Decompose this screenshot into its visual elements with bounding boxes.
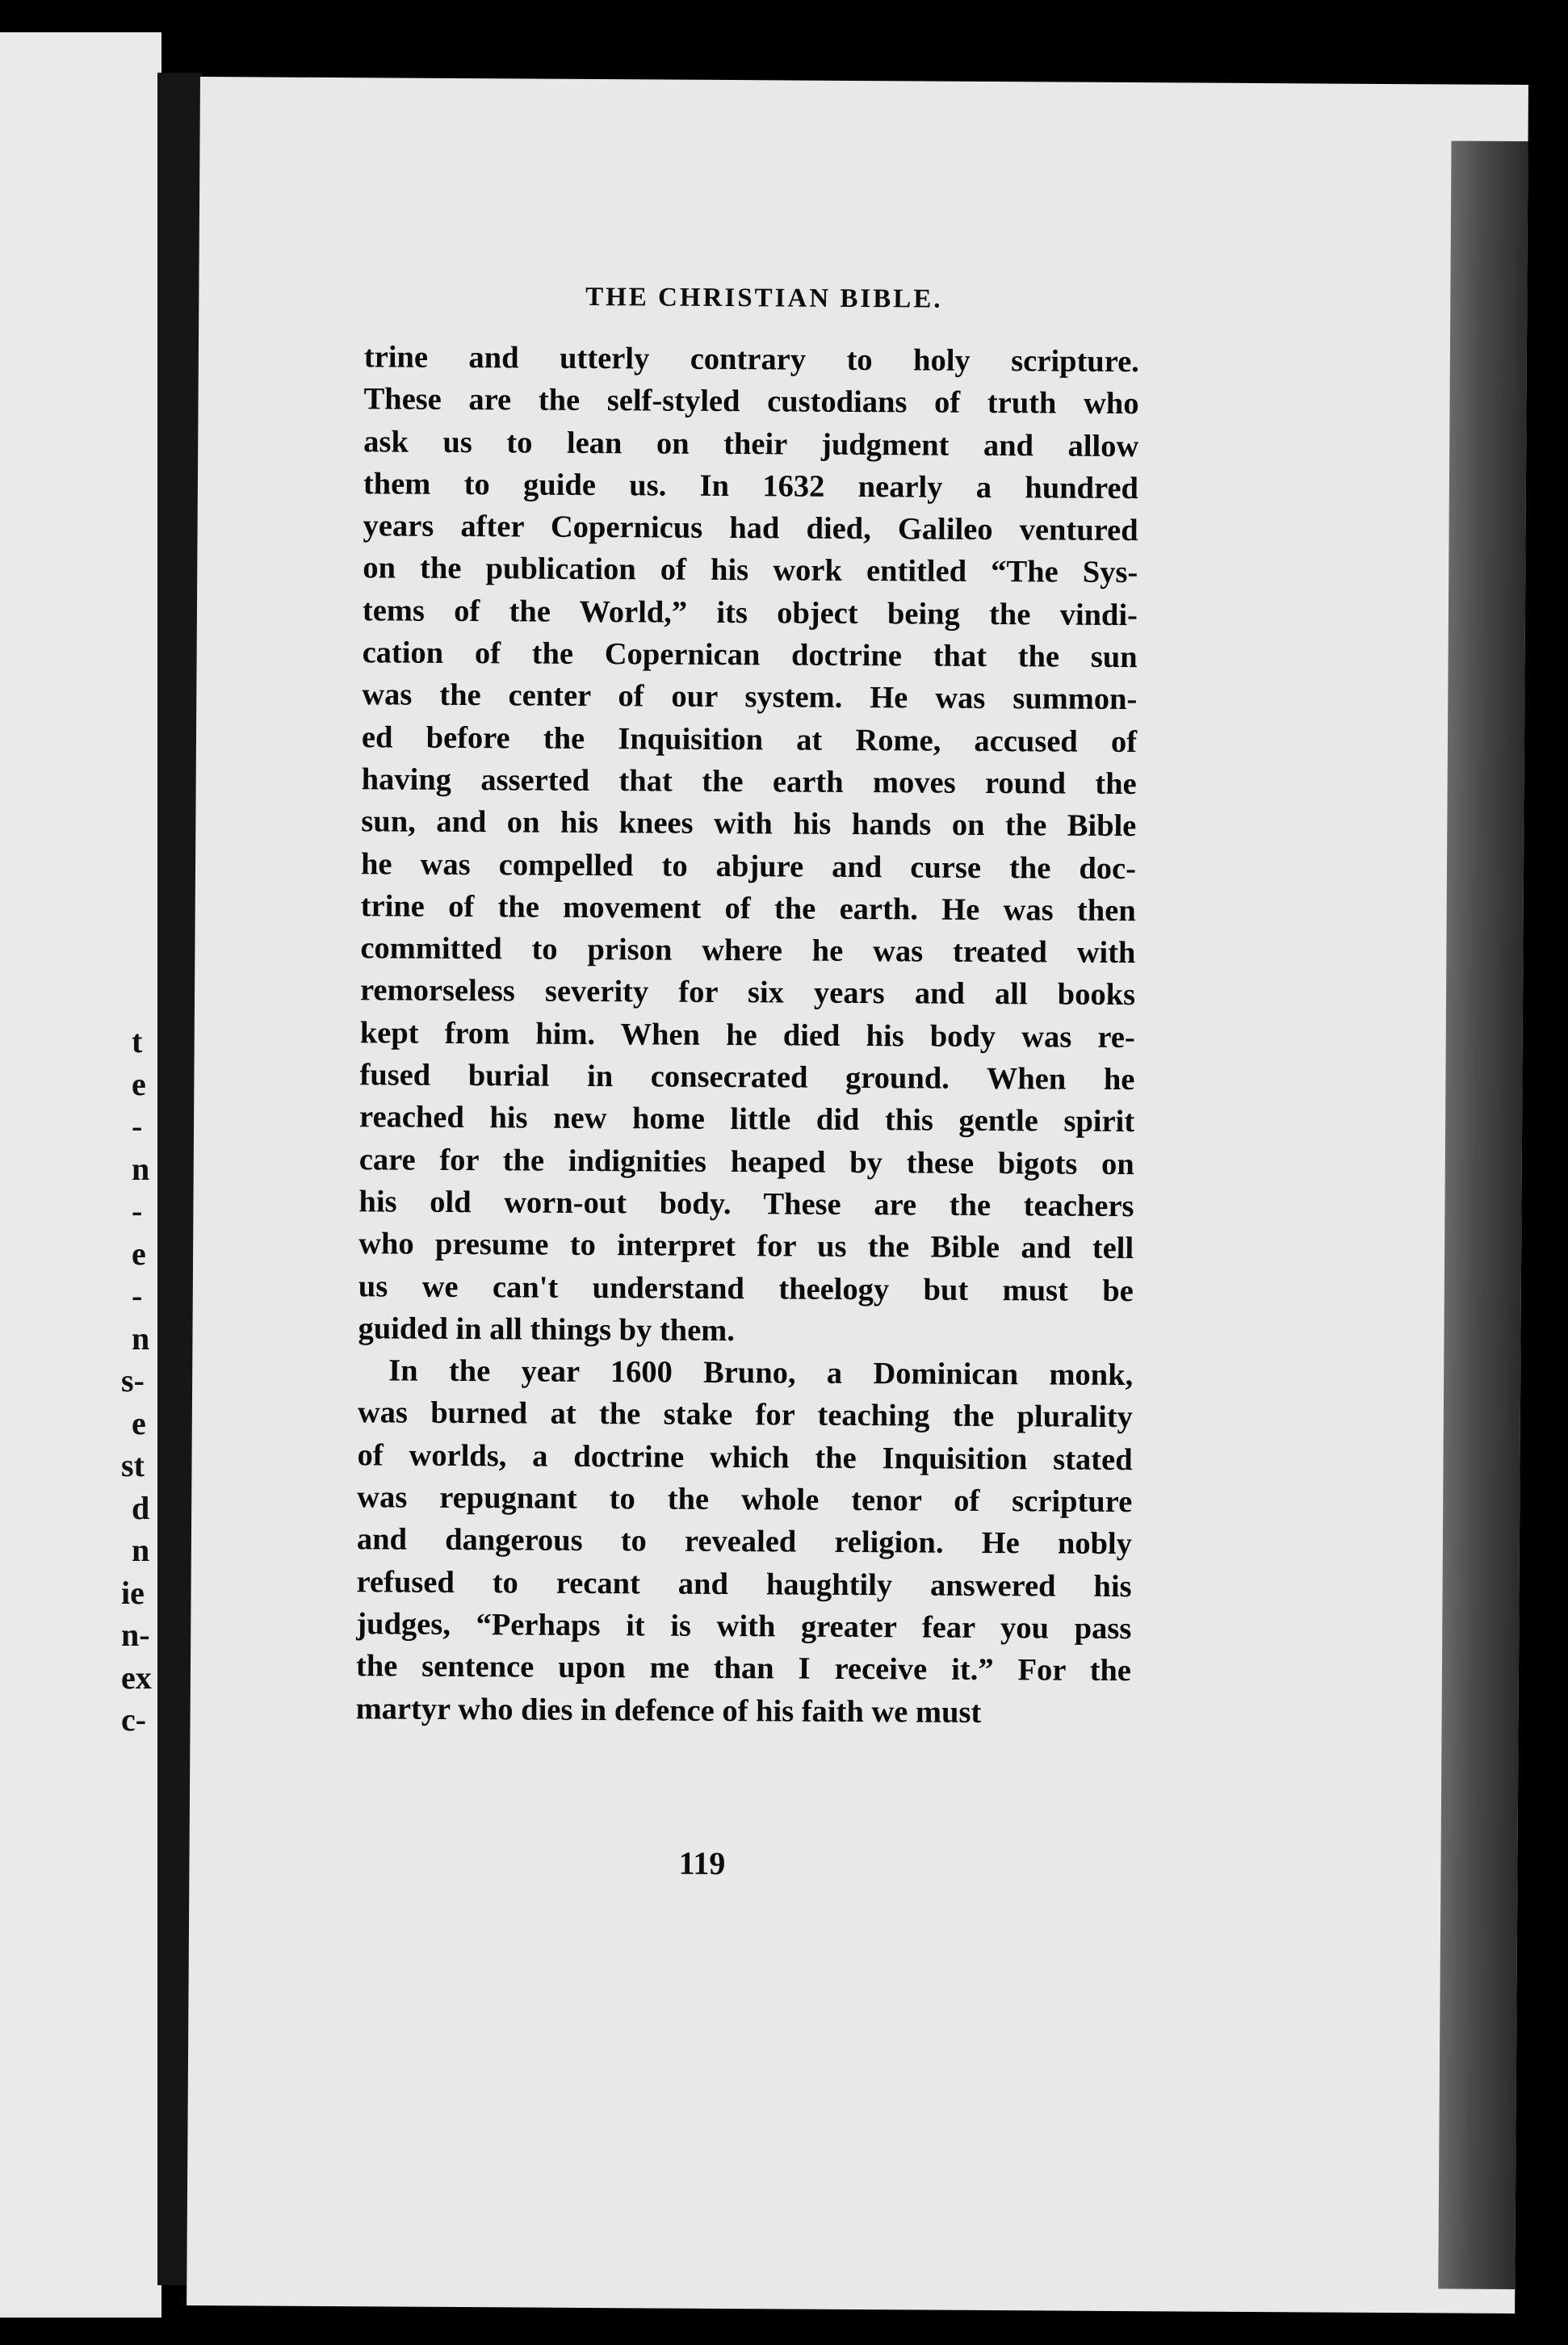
left-page-fragment: st [121, 1447, 145, 1483]
text-line: years after Copernicus had died, Galileo ventured [363, 509, 1138, 548]
text-line: was repugnant to the whole tenor of scripture [357, 1480, 1133, 1520]
left-page-fragment: ie [121, 1574, 145, 1611]
left-page-fragment: c- [121, 1701, 147, 1738]
text-line: remorseless severity for six years and all books [359, 973, 1136, 1013]
left-page-fragment: n [132, 1150, 150, 1187]
running-head: THE CHRISTIAN BIBLE. [585, 282, 943, 314]
right-page [187, 77, 1528, 2314]
text-line: judges, “Perhaps it is with greater fear you pass [356, 1607, 1132, 1646]
left-page-fragment: e [132, 1235, 146, 1272]
text-line: his old worn-out body. These are the teachers [358, 1185, 1134, 1224]
text-line: sun, and on his knees with his hands on the Bible [361, 804, 1137, 844]
text-line: tems of the World,” its object being the vindi- [362, 594, 1138, 632]
left-page-fragment: n [132, 1532, 150, 1568]
page-number: 119 [678, 1844, 726, 1882]
left-page-fragment: - [132, 1277, 143, 1314]
body-text [355, 336, 1139, 1735]
text-line: trine of the movement of the earth. He was then [360, 889, 1136, 928]
left-page-fragment: e [132, 1065, 146, 1102]
text-line: guided in all things by them. [358, 1311, 736, 1348]
left-page-fragment: - [132, 1193, 143, 1229]
text-line: having asserted that the earth moves round the [361, 762, 1137, 802]
text-line: us we can't understand theelogy but must be [358, 1269, 1134, 1308]
text-line: of worlds, a doctrine which the Inquisition stated [357, 1437, 1133, 1477]
text-line: on the publication of his work entitled “The Sys- [363, 551, 1138, 590]
text-line: them to guide us. In 1632 nearly a hundred [363, 467, 1139, 505]
left-facing-page [0, 32, 161, 2318]
text-line: was the center of our system. He was summon- [362, 677, 1138, 717]
text-line: was burned at the stake for teaching the plurality [357, 1395, 1134, 1435]
text-line: martyr who dies in defence of his faith we must [355, 1691, 982, 1730]
left-page-fragment: n [132, 1319, 150, 1357]
left-page-fragment: d [132, 1489, 150, 1526]
text-line: he was compelled to abjure and curse the doc- [360, 846, 1137, 886]
text-line: reached his new home little did this gentle spirit [359, 1100, 1135, 1139]
text-line: cation of the Copernican doctrine that the sun [362, 636, 1138, 675]
text-line: care for the indignities heaped by these bigots on [358, 1142, 1134, 1181]
text-line: trine and utterly contrary to holy scripture. [363, 340, 1139, 380]
page-edge-shadow [1438, 141, 1528, 2289]
text-line: committed to prison where he was treated with [360, 931, 1136, 971]
text-line: These are the self-styled custodians of truth who [363, 382, 1139, 422]
text-line: the sentence upon me than I receive it.” For the [355, 1649, 1132, 1688]
text-line: ask us to lean on their judgment and allow [363, 424, 1139, 464]
text-line: ed before the Inquisition at Rome, accused of [361, 719, 1138, 759]
text-line: fused burial in consecrated ground. When he [359, 1058, 1135, 1097]
left-page-fragment: e [132, 1404, 146, 1441]
left-page-fragment: n- [121, 1617, 150, 1653]
text-line: and dangerous to revealed religion. He nobly [356, 1522, 1133, 1562]
text-line: kept from him. When he died his body was re- [359, 1015, 1135, 1055]
text-line: refused to recant and haughtily answered his [356, 1564, 1132, 1604]
left-page-fragment: s- [121, 1362, 145, 1399]
left-page-fragment: t [132, 1023, 143, 1059]
left-page-fragment: - [132, 1108, 143, 1144]
text-line: who presume to interpret for us the Bible and tell [358, 1227, 1134, 1266]
text-line: In the year 1600 Bruno, a Dominican monk, [388, 1353, 1134, 1393]
left-page-fragment: ex [121, 1659, 152, 1696]
